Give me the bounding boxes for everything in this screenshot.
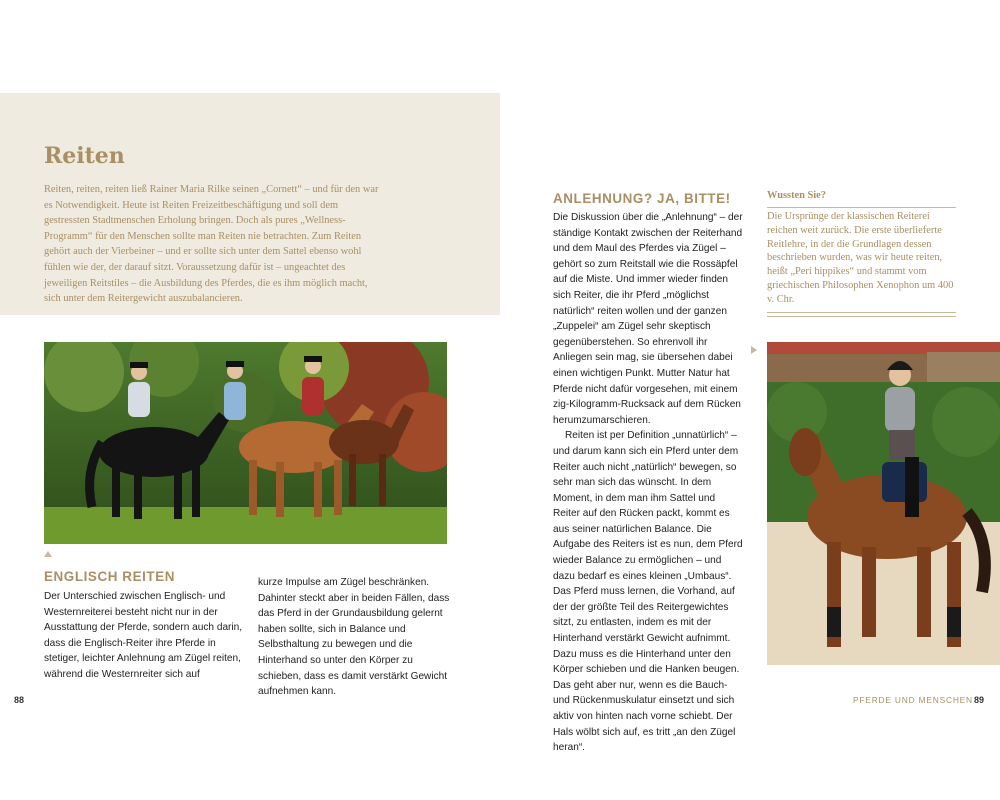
sidebar-rule-bottom — [767, 312, 956, 317]
sidebar-text: Die Ursprünge der klassischen Reiterei reichen weit zurück. Die erste überlieferte Reitlehre, in der die Grundlagen dessen beschrieben wurden, was wir heute reiten, heißt „Peri hippikes“ und stammt vom griechischen Philosophen Xenophon um 400 v. Chr. — [767, 211, 954, 305]
heading-englisch-reiten: ENGLISCH REITEN — [44, 569, 176, 584]
sidebar-rule-top — [767, 207, 956, 208]
englisch-column-2: kurze Impulse am Zügel beschränken. Dahinter steckt aber in beiden Fällen, dass das Pferd in der Grundausbildung gelernt haben sollte, sich in Balance und Selbsthaltung zu bewegen und die Hinterhand so unter den Körper zu schieben, dass es damit verstärkt Gewicht aufnehmen kann. — [258, 577, 450, 698]
page-number-right: 89 — [974, 695, 985, 705]
running-head: PFERDE UND MENSCHEN — [853, 695, 973, 705]
single-rider-illustration — [767, 342, 1000, 665]
chapter-title: Reiten — [44, 143, 125, 169]
photo-single-rider — [767, 342, 1000, 665]
intro-paragraph: Reiten, reiten, reiten ließ Rainer Maria Rilke seinen „Cornett“ – und für den war es Notwendigkeit. Heute ist Reiten Freizeitbeschäftigung und soll dem gestressten Stadtmenschen Erholung bringen. Doch als pures „Wellness-Programm“ für den Menschen sollte man Reiten nie betrachten. Zum Reiten gehört auch der Vierbeiner – und er sollte sich unter dem Sattel ebenso wohl fühlen wie der, der darauf sitzt. Voraussetzung dafür ist – ungeachtet des jeweiligen Reitstiles – die Ausbildung des Pferdes, die es ihm möglich macht, sich unter dem Reitergewicht auszubalancieren. — [44, 184, 379, 305]
caption-marker-icon — [751, 346, 757, 354]
englisch-column-1: Der Unterschied zwischen Englisch- und Westernreiterei besteht nicht nur in der Ausstattung der Pferde, sondern auch darin, dass die Englisch-Reiter ihre Pferde in stetiger, leichter Anlehnung am Zügel reiten, während die Westernreiter sich auf — [44, 591, 243, 680]
heading-anlehnung: ANLEHNUNG? JA, BITTE! — [553, 191, 731, 206]
caption-marker-icon — [44, 551, 52, 557]
anlehnung-column — [553, 210, 743, 756]
page-number-left: 88 — [14, 695, 25, 705]
sidebar-title: Wussten Sie? — [767, 190, 826, 201]
photo-three-riders — [44, 342, 447, 544]
three-riders-illustration — [44, 342, 447, 544]
anlehnung-paragraph-2: Reiten ist per Definition „unnatürlich“ – und darum kann sich ein Pferd unter dem Reiter auch nicht „natürlich“ bewegen, so sehr man sich das wünscht. In dem Moment, in dem man ihm Sattel und Reiter auf den Rücken packt, kommt es aus seiner natürlichen Balance. Die Aufgabe des Reiters ist es nun, dem Pferd wieder Balance zu ermöglichen – und dazu bedarf es eines kleinen „Umbaus“. Das Pferd muss lernen, die Vorhand, auf der der größte Teil des Reitergewichtes sitzt, zu entlasten, indem es mit der Hinterhand verstärkt Gewicht aufnimmt. Dazu muss es die Hinterhand unter den Körper schieben und die Hanken beugen. Das geht aber nur, wenn es die Bauch- und Rückenmuskulatur einsetzt und sich aktiv von hinten nach vorne schiebt. Der Hals wölbt sich auf, es tritt „an den Zügel heran“. — [553, 430, 743, 754]
anlehnung-paragraph-1: Die Diskussion über die „Anlehnung“ – der ständige Kontakt zwischen der Reiterhand und dem Maul des Pferdes via Zügel – gehört so zum Reitstall wie die Rossäpfel auf die Miste. Und immer wieder finden sich Reiter, die ihr Pferd „möglichst natürlich“ reiten wollen und der ganzen „Zuppelei“ am Zügel sehr skeptisch gegenüberstehen. So ehrenvoll ihr Anliegen sein mag, sie übersehen dabei einen wichtigen Punkt. Mutter Natur hat Pferde nicht dafür vorgesehen, mit einem zig-Kilogramm-Rucksack auf dem Rücken herumzumarschieren. — [553, 212, 743, 426]
